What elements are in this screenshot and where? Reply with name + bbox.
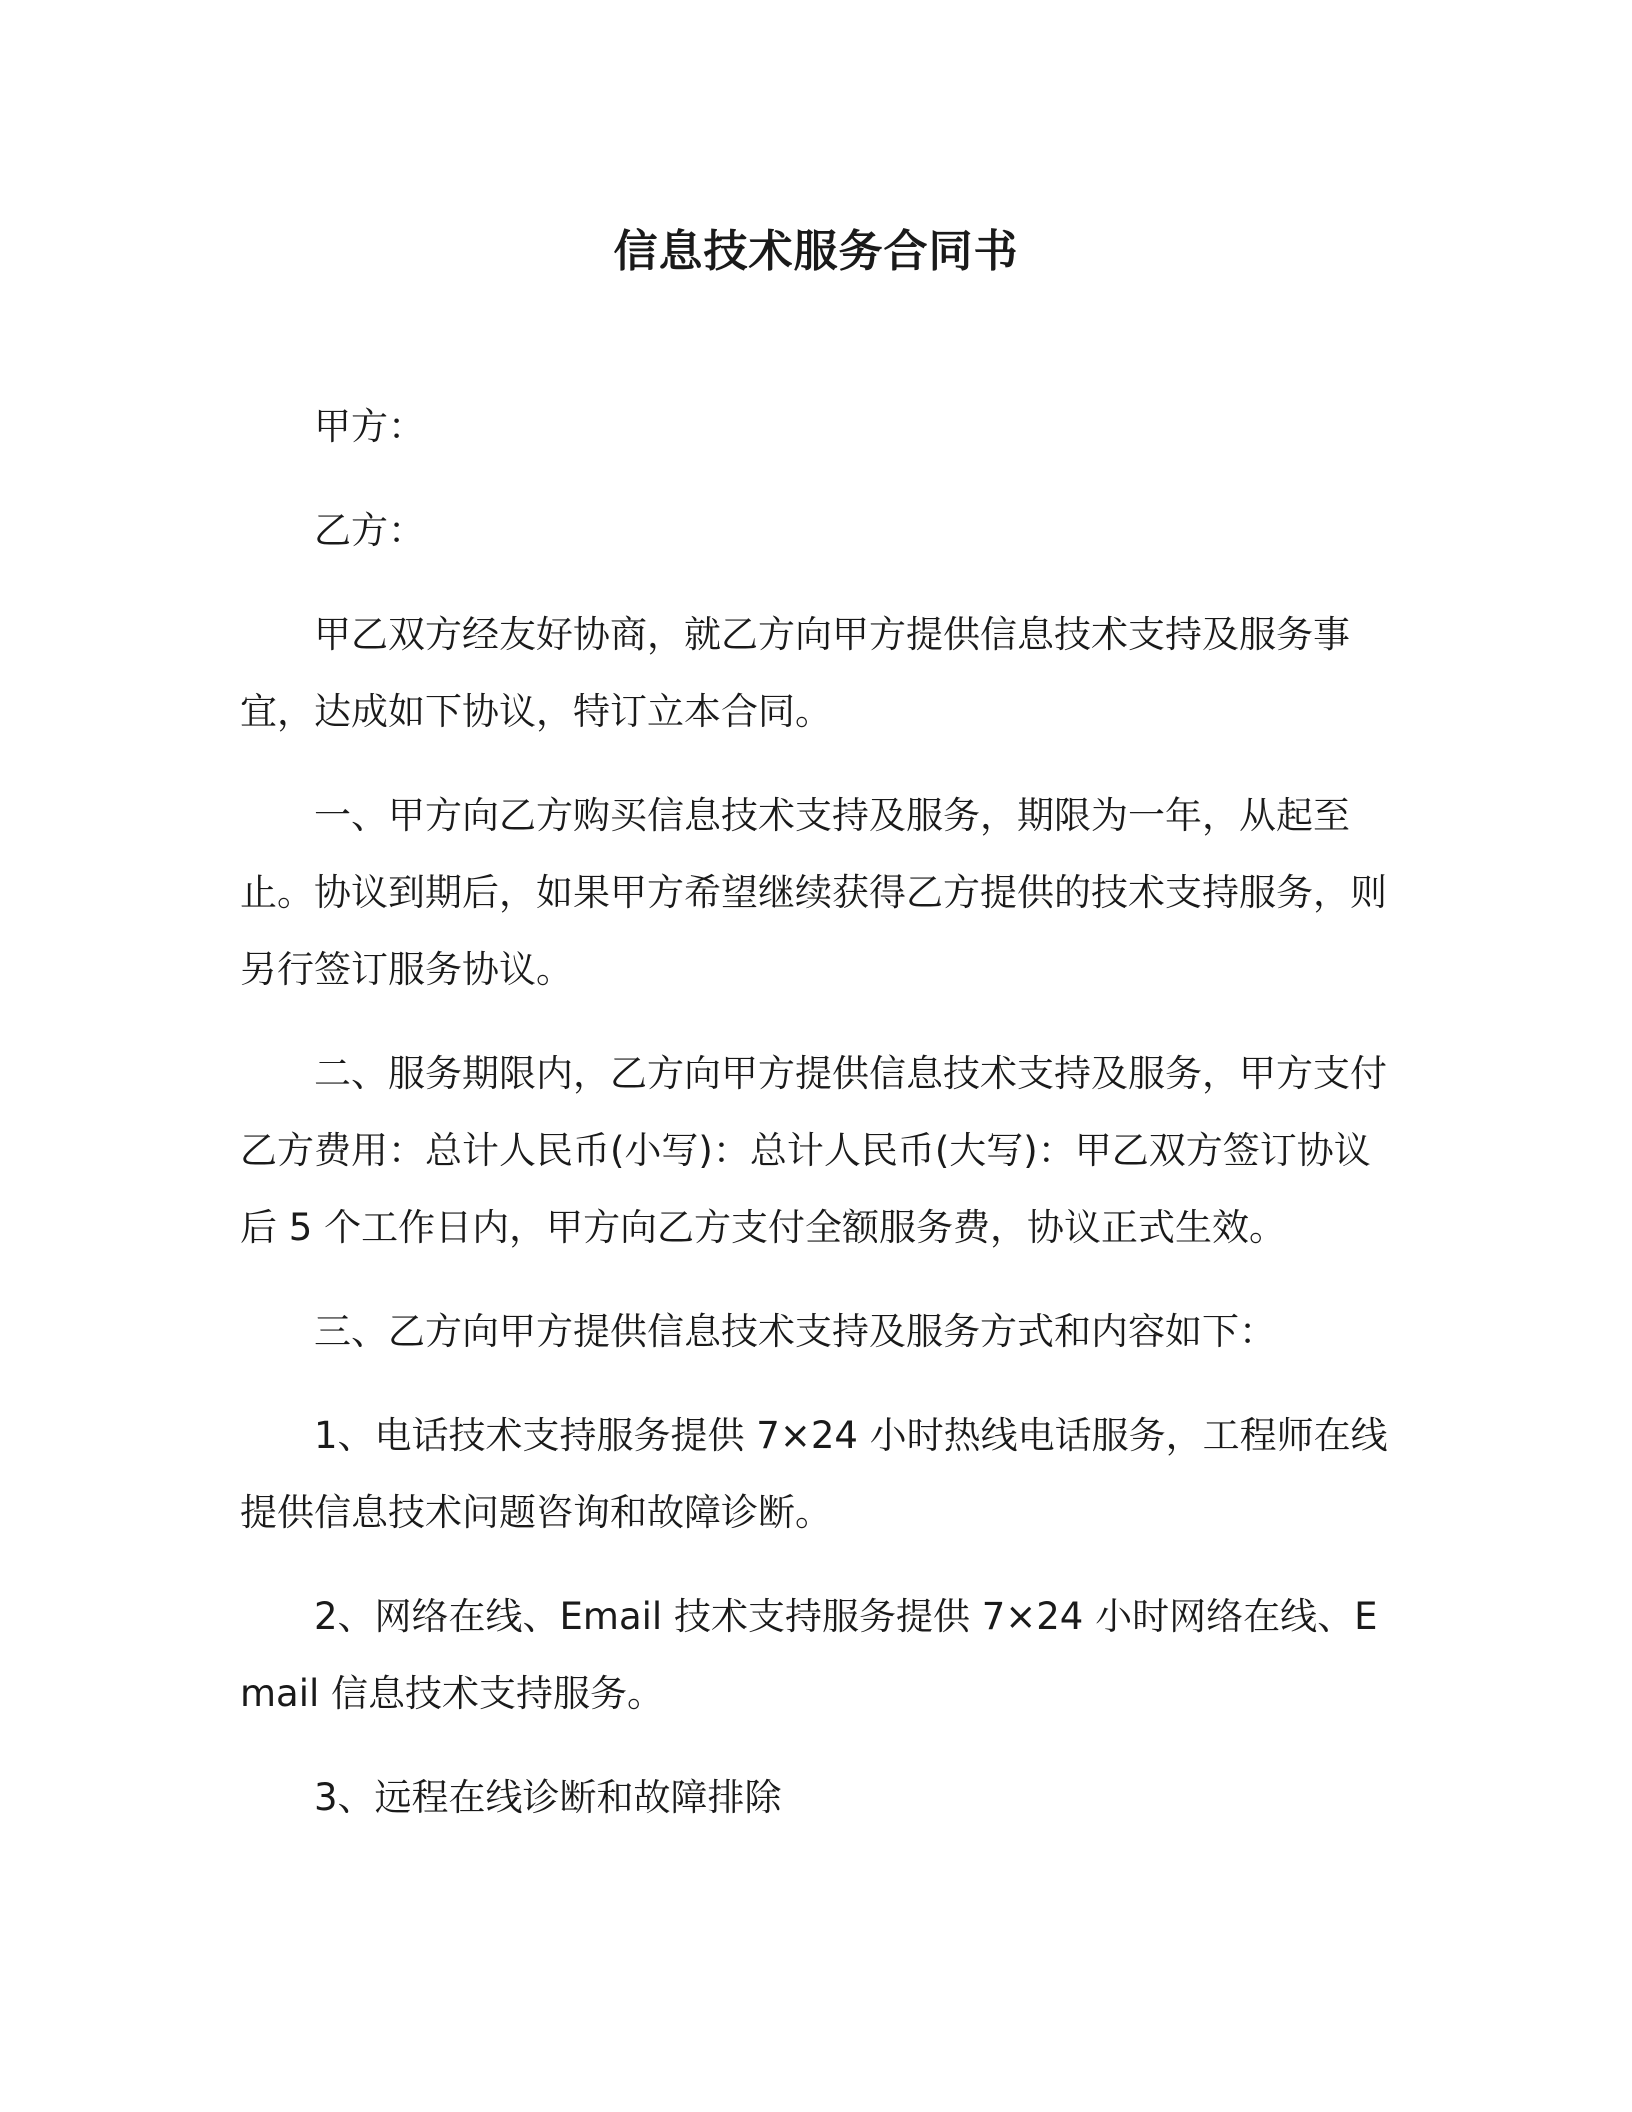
intro-paragraph: 甲乙双方经友好协商，就乙方向甲方提供信息技术支持及服务事宜，达成如下协议，特订立本合同。 — [240, 613, 1350, 733]
item-1-paragraph: 1、电话技术支持服务提供 7×24 小时热线电话服务，工程师在线提供信息技术问题咨询和故障诊断。 — [240, 1414, 1388, 1534]
party-a-line: 甲方： — [314, 405, 425, 448]
clause-2-paragraph: 二、服务期限内，乙方向甲方提供信息技术支持及服务，甲方支付乙方费用：总计人民币(小写)：总计人民币(大写)：甲乙双方签订协议后 5 个工作日内，甲方向乙方支付全额服务费，协议正式生效。 — [240, 1052, 1387, 1249]
clause-3-paragraph: 三、乙方向甲方提供信息技术支持及服务方式和内容如下： — [314, 1310, 1276, 1353]
item-3-paragraph: 3、远程在线诊断和故障排除 — [314, 1776, 782, 1819]
document-title: 信息技术服务合同书 — [613, 226, 1019, 277]
clause-1-paragraph: 一、甲方向乙方购买信息技术支持及服务，期限为一年，从起至止。协议到期后，如果甲方希望继续获得乙方提供的技术支持服务，则另行签订服务协议。 — [240, 794, 1387, 991]
party-b-line: 乙方： — [314, 509, 425, 552]
item-2-paragraph: 2、网络在线、Email 技术支持服务提供 7×24 小时网络在线、Email 信息技术支持服务。 — [240, 1595, 1378, 1715]
document-body — [240, 388, 1398, 1863]
